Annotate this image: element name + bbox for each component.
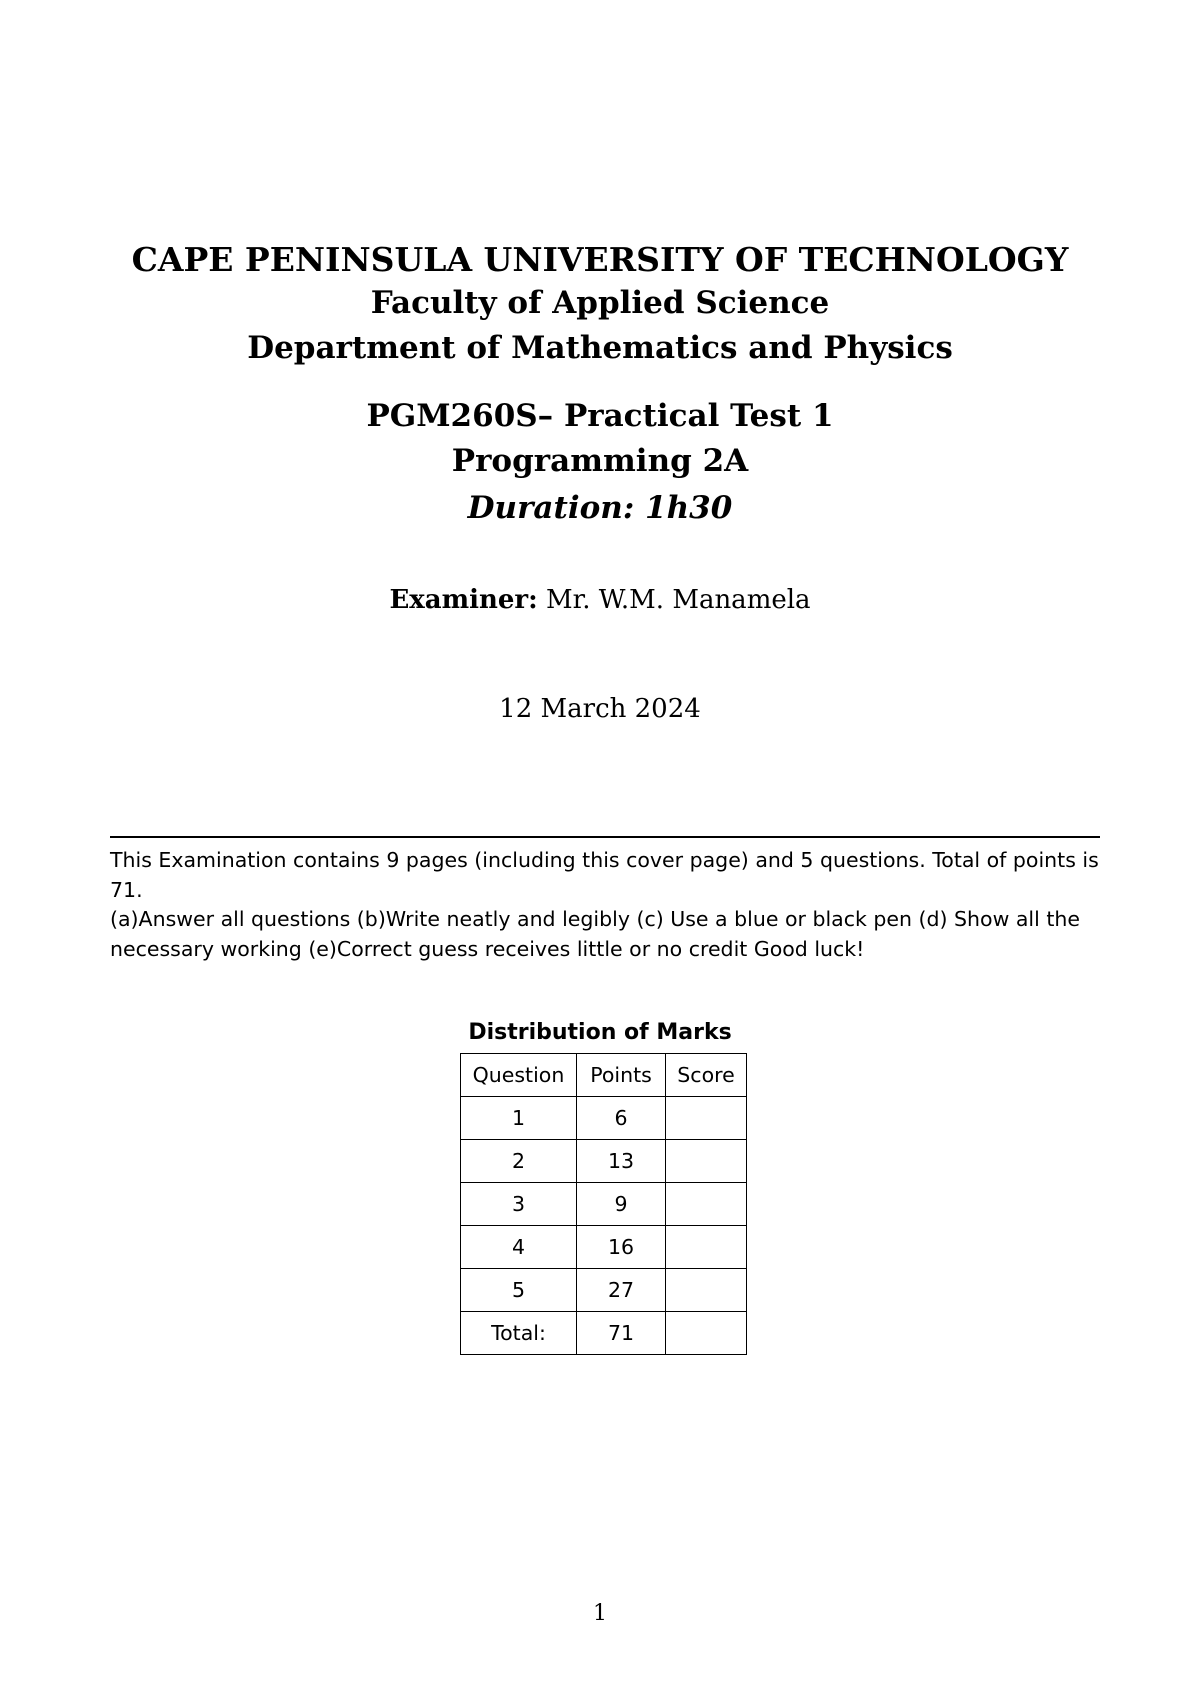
table-row (461, 1269, 747, 1312)
question-cell: 1 (461, 1097, 577, 1140)
points-cell: 27 (577, 1269, 666, 1312)
header-points: Points (577, 1054, 666, 1097)
table-row (461, 1097, 747, 1140)
university-name: CAPE PENINSULA UNIVERSITY OF TECHNOLOGY (131, 240, 1069, 279)
points-cell: 16 (577, 1226, 666, 1269)
score-cell (666, 1269, 747, 1312)
course-title: PGM260S– Practical Test 1 (366, 398, 834, 434)
score-cell (666, 1140, 747, 1183)
question-cell: 4 (461, 1226, 577, 1269)
header-score: Score (666, 1054, 747, 1097)
instructions-line-1: This Examination contains 9 pages (including this cover page) and 5 questions. Total of points is 71. (110, 848, 1099, 902)
header-question: Question (461, 1054, 577, 1097)
instructions-block (110, 846, 1100, 964)
total-label-cell: Total: (461, 1312, 577, 1355)
score-cell (666, 1097, 747, 1140)
points-cell: 13 (577, 1140, 666, 1183)
question-cell: 3 (461, 1183, 577, 1226)
question-cell: 5 (461, 1269, 577, 1312)
department-name: Department of Mathematics and Physics (247, 330, 953, 366)
table-row (461, 1226, 747, 1269)
instructions-line-2: (a)Answer all questions (b)Write neatly and legibly (c) Use a blue or black pen (d) Show all the necessary working (e)Correct guess receives little or no credit Good luck! (110, 907, 1080, 961)
marks-table-header-row (461, 1054, 747, 1097)
points-cell: 9 (577, 1183, 666, 1226)
page-number: 1 (593, 1601, 607, 1626)
table-row (461, 1183, 747, 1226)
subject-title: Programming 2A (451, 443, 749, 479)
horizontal-divider (110, 836, 1100, 838)
examiner-line (0, 585, 1200, 615)
score-cell (666, 1226, 747, 1269)
faculty-name: Faculty of Applied Science (370, 285, 830, 321)
exam-duration: Duration: 1h30 (467, 490, 733, 526)
marks-table-title: Distribution of Marks (468, 1020, 732, 1045)
score-cell (666, 1183, 747, 1226)
table-row (461, 1140, 747, 1183)
question-cell: 2 (461, 1140, 577, 1183)
points-cell: 6 (577, 1097, 666, 1140)
total-points-cell: 71 (577, 1312, 666, 1355)
exam-date: 12 March 2024 (499, 694, 701, 724)
examiner-label: Examiner: (389, 585, 538, 615)
examiner-name: Mr. W.M. Manamela (546, 585, 811, 615)
total-score-cell (666, 1312, 747, 1355)
marks-table (460, 1053, 747, 1355)
total-row (461, 1312, 747, 1355)
